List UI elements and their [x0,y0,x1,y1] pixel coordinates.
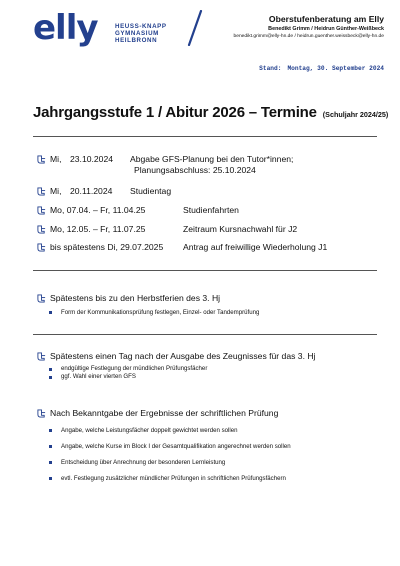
org-names: Benedikt Grimm / Heidrun Günther-Weißbeck [268,26,384,32]
logo-school-name [115,23,167,44]
section-heading [37,408,291,419]
termin-event-line2: Planungsabschluss: 25.10.2024 [134,165,256,175]
deadline-section [37,293,259,318]
termin-day: Mi, [50,186,62,196]
stand-value: Montag, 30. September 2024 [287,65,384,72]
termin-date: 23.10.2024 [70,154,114,164]
logo-wordmark: elly [33,8,98,48]
termin-date-range: Mo, 07.04. – Fr, 11.04.25 [50,205,146,215]
termin-event: Zeitraum Kursnachwahl für J2 [183,224,298,234]
org-block [194,14,384,40]
section-heading-text: Spätestens bis zu den Herbstferien des 3. Hj [50,293,221,303]
pointing-hand-icon [37,409,46,418]
termin-date-range: bis spätestens Di, 29.07.2025 [50,242,164,252]
org-title: Oberstufenberatung am Elly [268,14,384,24]
list-item: Entscheidung über Anrechnung der besonderen Lernleistung [47,457,291,468]
school-line: HEUSS-KNAPP [115,23,167,30]
org-emails: benedikt.grimm@elly-hn.de / heidrun.guenther.weissbeck@elly-hn.de [233,34,384,39]
section-heading-text: Spätestens einen Tag nach der Ausgabe des Zeugnisses für das 3. Hj [50,351,316,361]
divider [33,334,377,335]
stand-date [259,65,384,72]
termin-event: Antrag auf freiwillige Wiederholung J1 [183,242,328,252]
divider [33,270,377,271]
bullet-list [37,425,291,484]
divider [33,136,377,137]
termin-day: Mi, [50,154,62,164]
page-title [33,104,388,122]
list-item: Angabe, welche Kurse im Block I der Gesamtqualifikation angerechnet werden sollen [47,441,291,452]
bullet-list [37,365,315,381]
pointing-hand-icon [37,206,46,215]
list-item: Angabe, welche Leistungsfächer doppelt gewichtet werden sollen [47,425,291,436]
deadline-section [37,351,315,381]
deadline-section [37,408,291,484]
termin-event: Abgabe GFS-Planung bei den Tutor*innen; [130,154,294,164]
pointing-hand-icon [37,243,46,252]
list-item: evtl. Festlegung zusätzlicher mündlicher Prüfungen in schriftlichen Prüfungsfächern [47,473,291,484]
stand-label: Stand: [259,65,282,72]
termin-date: 20.11.2024 [70,186,113,196]
pointing-hand-icon [37,352,46,361]
pointing-hand-icon [37,294,46,303]
termin-event: Studienfahrten [183,205,239,215]
termin-date-range: Mo, 12.05. – Fr, 11.07.25 [50,224,146,234]
list-item: endgültige Festlegung der mündlichen Prüfungsfächer [47,365,315,373]
section-heading [37,351,315,362]
pointing-hand-icon [37,155,46,164]
pointing-hand-icon [37,187,46,196]
section-heading [37,293,259,304]
school-line: HEILBRONN [115,37,158,44]
title-main: Jahrgangsstufe 1 / Abitur 2026 – Termine [33,104,317,121]
termin-event: Studientag [130,186,172,196]
section-heading-text: Nach Bekanntgabe der Ergebnisse der schriftlichen Prüfung [50,408,279,418]
bullet-list [37,307,259,318]
school-line: GYMNASIUM [115,30,159,37]
list-item: Form der Kommunikationsprüfung festlegen, Einzel- oder Tandemprüfung [47,307,259,318]
school-year: (Schuljahr 2024/25) [322,110,389,119]
list-item: ggf. Wahl einer vierten GFS [47,373,315,381]
pointing-hand-icon [37,225,46,234]
